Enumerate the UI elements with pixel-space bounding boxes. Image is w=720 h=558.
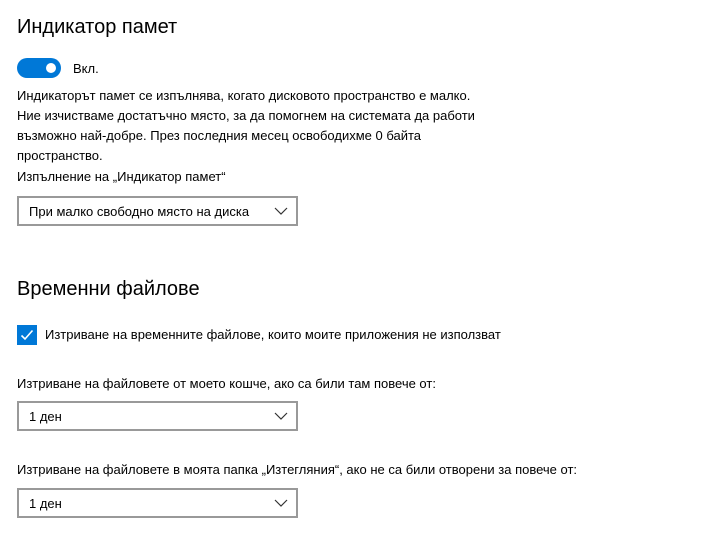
run-storage-sense-dropdown[interactable] <box>17 196 298 226</box>
toggle-knob <box>46 63 56 73</box>
delete-temp-files-label: Изтриване на временните файлове, които моите приложения не използват <box>45 327 501 342</box>
storage-sense-description: Индикаторът памет се изпълнява, когато дисковото пространство е малко. Ние изчистваме достатъчно място, за да помогнем на системата да работи възможно най-добре. През последния месец освободихме 0 байта пространство. <box>17 88 475 163</box>
run-storage-sense-value: При малко свободно място на диска <box>29 204 250 219</box>
chevron-down-icon <box>274 409 288 423</box>
recycle-bin-value: 1 ден <box>29 409 62 424</box>
recycle-bin-dropdown[interactable] <box>17 401 298 431</box>
chevron-down-icon <box>274 496 288 510</box>
checkmark-icon <box>20 328 34 342</box>
storage-sense-toggle[interactable] <box>17 58 61 78</box>
delete-temp-files-checkbox[interactable] <box>17 325 37 345</box>
downloads-label: Изтриване на файловете в моята папка „Изтегляния“, ако не са били отворени за повече от: <box>17 462 578 477</box>
storage-sense-toggle-label: Вкл. <box>73 61 99 76</box>
temp-files-title: Временни файлове <box>17 278 200 300</box>
recycle-bin-label: Изтриване на файловете от моето кошче, ако са били там повече от: <box>17 376 436 391</box>
downloads-value: 1 ден <box>29 496 62 511</box>
chevron-down-icon <box>274 204 288 218</box>
downloads-dropdown[interactable] <box>17 488 298 518</box>
run-storage-sense-label: Изпълнение на „Индикатор памет“ <box>17 169 226 184</box>
storage-sense-title: Индикатор памет <box>17 16 178 38</box>
